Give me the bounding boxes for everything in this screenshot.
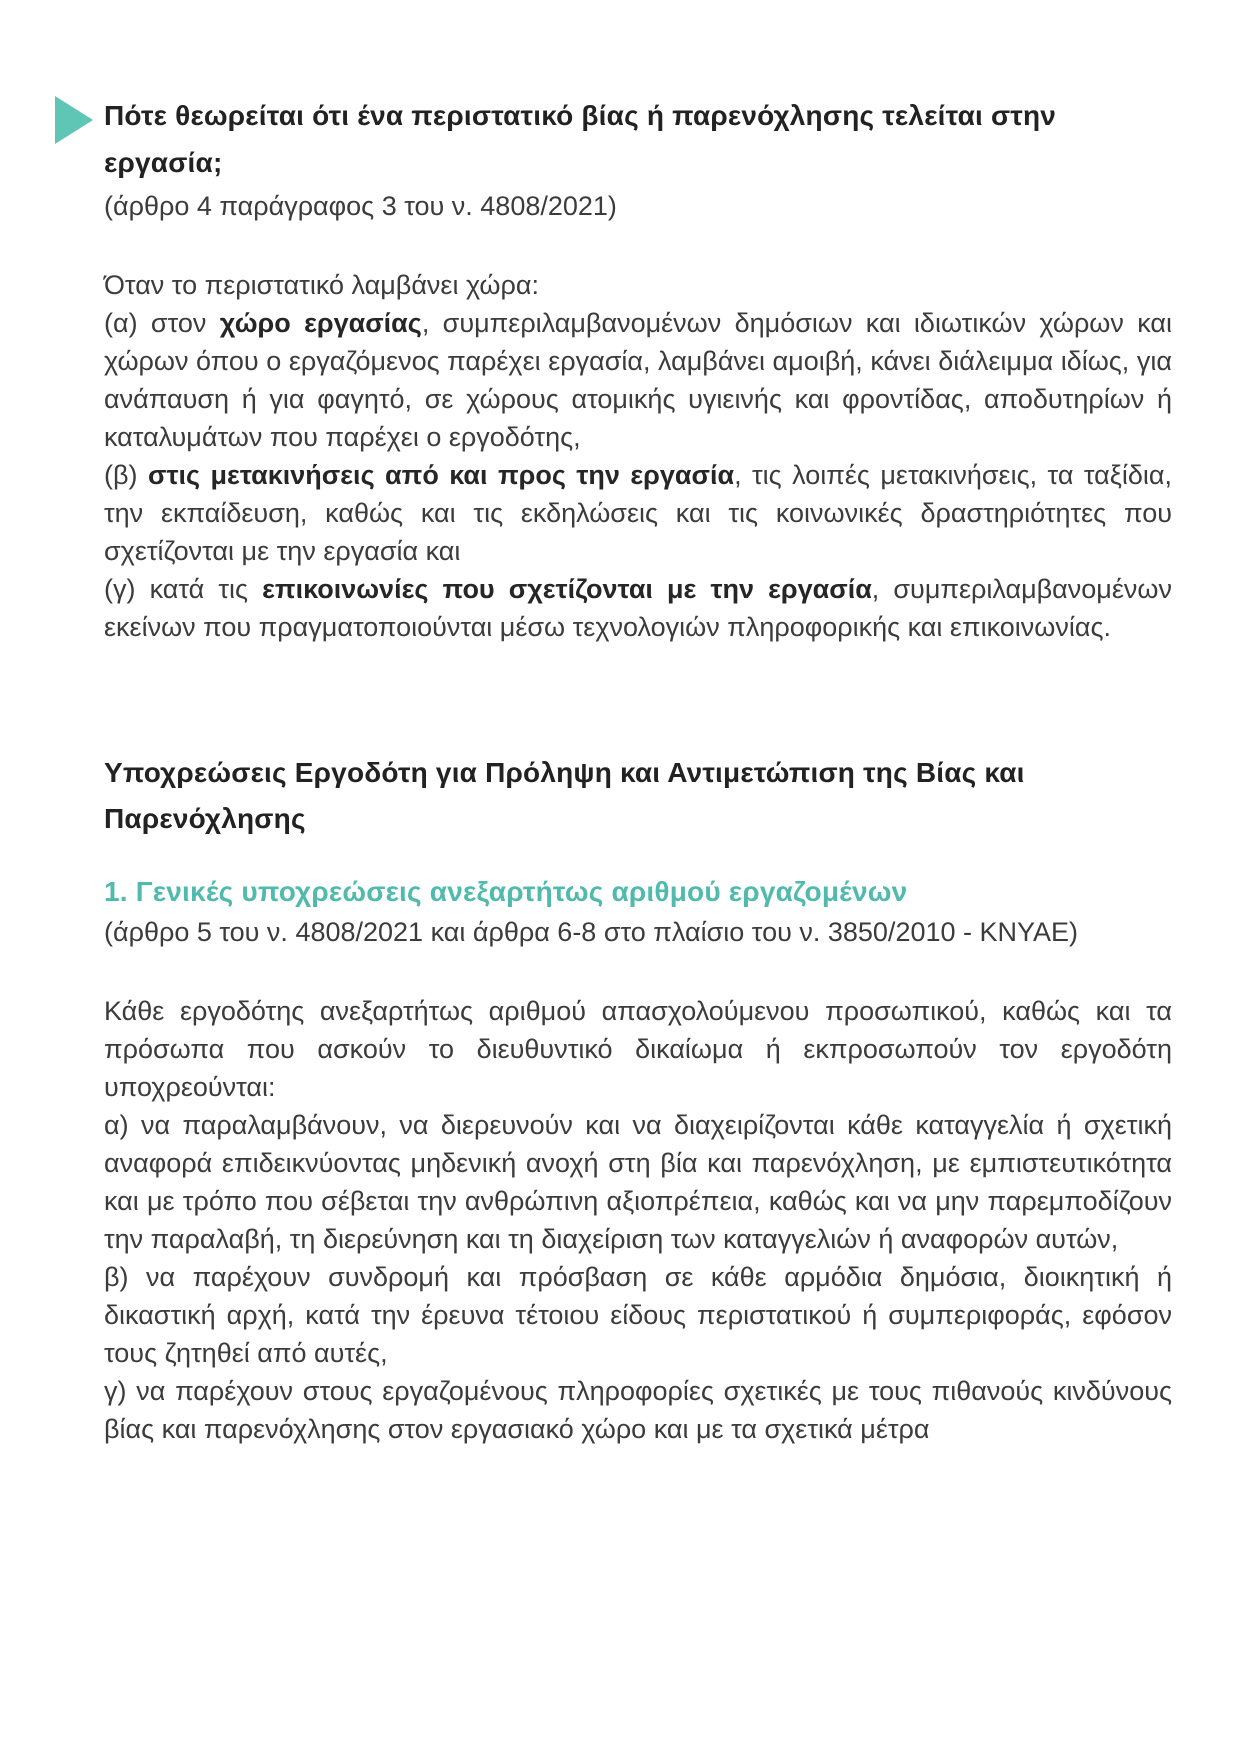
text-run-bold: χώρο εργασίας — [219, 308, 422, 338]
text-run: , συμπεριλαμβανομένων δημόσιων και ιδιωτικών χώρων και χώρων όπου ο εργαζόμενος παρέχει εργασία, λαμβάνει αμοιβή, κάνει διάλειμμα ιδίως, για ανάπαυση ή για φαγητό, σε χώρους ατομικής υγιεινής και φροντίδας, αποδυτηρίων ή καταλυμάτων που παρέχει ο εργοδότης, — [104, 308, 1173, 452]
text-run: , τις λοιπές μετακινήσεις, τα ταξίδια, την εκπαίδευση, καθώς και τις εκδηλώσεις και τις κοινωνικές δραστηριότητες που σχετίζονται με την εργασία και — [104, 460, 1173, 566]
law-reference: (άρθρο 4 παράγραφος 3 του ν. 4808/2021) — [104, 191, 617, 221]
obligations-intro: Κάθε εργοδότης ανεξαρτήτως αριθμού απασχολούμενου προσωπικού, καθώς και τα πρόσωπα που ασκούν το διευθυντικό δικαίωμα ή εκπροσωπούν τον εργοδότη υποχρεούνται: — [104, 996, 1172, 1102]
incident-item-a — [104, 304, 1172, 456]
text-run: (α) στον — [104, 308, 220, 338]
bullet-arrow-icon — [55, 96, 93, 144]
page-title: Πότε θεωρείται ότι ένα περιστατικό βίας ή παρενόχλησης τελείται στην εργασία; — [104, 100, 1057, 178]
incident-item-c — [104, 570, 1172, 646]
law-reference-2: (άρθρο 5 του ν. 4808/2021 και άρθρα 6-8 στο πλαίσιο του ν. 3850/2010 - ΚΝΥΑΕ) — [104, 917, 1079, 947]
obligation-item-a: α) να παραλαμβάνουν, να διερευνούν και να διαχειρίζονται κάθε καταγγελία ή σχετική αναφορά επιδεικνύοντας μηδενική ανοχή στη βία και παρενόχληση, με εμπιστευτικότητα και με τρόπο που σέβεται την ανθρώπινη αξιοπρέπεια, καθώς και να μην παρεμποδίζουν την παραλαβή, τη διερεύνηση και τη διαχείριση των καταγγελιών ή αναφορών αυτών, — [104, 1110, 1172, 1254]
incident-item-b — [104, 456, 1172, 570]
section-incident-definition — [104, 92, 1172, 646]
blank-line — [104, 226, 1172, 266]
obligation-item-b: β) να παρέχουν συνδρομή και πρόσβαση σε κάθε αρμόδια δημόσια, διοικητική ή δικαστική αρχή, κατά την έρευνα τέτοιου είδους περιστατικού ή συμπεριφοράς, εφόσον τους ζητηθεί από αυτές, — [104, 1262, 1172, 1368]
blank-line — [104, 952, 1172, 992]
text-run: , συμπεριλαμβανομένων εκείνων που πραγματοποιούνται μέσω τεχνολογιών πληροφορικής και επικοινωνίας. — [104, 574, 1172, 642]
text-run-bold: στις μετακινήσεις από και προς την εργασία — [147, 460, 735, 490]
obligation-item-c: γ) να παρέχουν στους εργαζομένους πληροφορίες σχετικές με τους πιθανούς κινδύνους βίας και παρενόχλησης στον εργασιακό χώρο και με τα σχετικά μέτρα — [104, 1376, 1172, 1444]
obligations-heading: Υποχρεώσεις Εργοδότη για Πρόληψη και Αντιμετώπιση της Βίας και Παρενόχλησης — [104, 757, 1025, 834]
section-employer-obligations — [104, 750, 1172, 1448]
text-run-bold: επικοινωνίες που σχετίζονται με την εργασία — [262, 574, 872, 604]
intro-line: Όταν το περιστατικό λαμβάνει χώρα: — [104, 270, 539, 300]
title-row — [104, 92, 1172, 186]
text-run: (γ) κατά τις — [104, 574, 263, 604]
general-obligations-subheading: 1. Γενικές υποχρεώσεις ανεξαρτήτως αριθμού εργαζομένων — [104, 876, 908, 907]
text-run: (β) — [104, 460, 148, 490]
